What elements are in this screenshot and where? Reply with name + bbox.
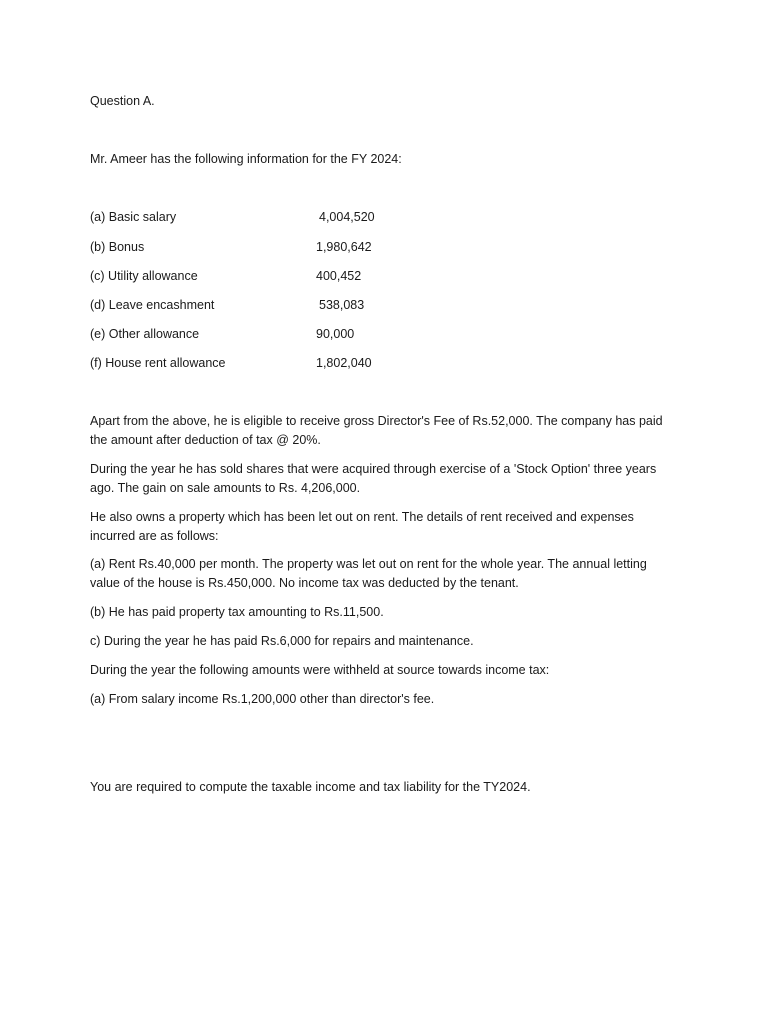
- question-heading: Question A.: [90, 94, 155, 108]
- stock-option-paragraph: During the year he has sold shares that were acquired through exercise of a 'Stock Option' three years ago. The gain on sale amounts to Rs. 4,206,000.: [90, 462, 657, 495]
- intro-text: Mr. Ameer has the following information for the FY 2024:: [90, 152, 402, 166]
- repairs-line: c) During the year he has paid Rs.6,000 for repairs and maintenance.: [90, 634, 474, 648]
- item-label: (a) Basic salary: [90, 210, 177, 224]
- item-label: (e) Other allowance: [90, 327, 200, 341]
- property-intro-paragraph: He also owns a property which has been let out on rent. The details of rent received and expenses incurred are as follows:: [90, 510, 634, 543]
- item-value: 400,452: [316, 269, 362, 283]
- directors-fee-paragraph: Apart from the above, he is eligible to receive gross Director's Fee of Rs.52,000. The company has paid the amount after deduction of tax @ 20%.: [90, 414, 663, 447]
- item-value: 4,004,520: [319, 210, 375, 224]
- item-label: (f) House rent allowance: [90, 356, 226, 370]
- item-label: (b) Bonus: [90, 240, 145, 254]
- item-value: 90,000: [316, 327, 355, 341]
- requirement-line: You are required to compute the taxable income and tax liability for the TY2024.: [90, 780, 531, 794]
- item-value: 1,802,040: [316, 356, 372, 370]
- rent-paragraph: (a) Rent Rs.40,000 per month. The property was let out on rent for the whole year. The annual letting value of the house is Rs.450,000. No income tax was deducted by the tenant.: [90, 557, 647, 590]
- property-tax-line: (b) He has paid property tax amounting to Rs.11,500.: [90, 605, 384, 619]
- item-label: (c) Utility allowance: [90, 269, 198, 283]
- withheld-salary-line: (a) From salary income Rs.1,200,000 other than director's fee.: [90, 692, 435, 706]
- withheld-intro-line: During the year the following amounts were withheld at source towards income tax:: [90, 663, 550, 677]
- item-value: 1,980,642: [316, 240, 372, 254]
- item-label: (d) Leave encashment: [90, 298, 215, 312]
- item-value: 538,083: [319, 298, 365, 312]
